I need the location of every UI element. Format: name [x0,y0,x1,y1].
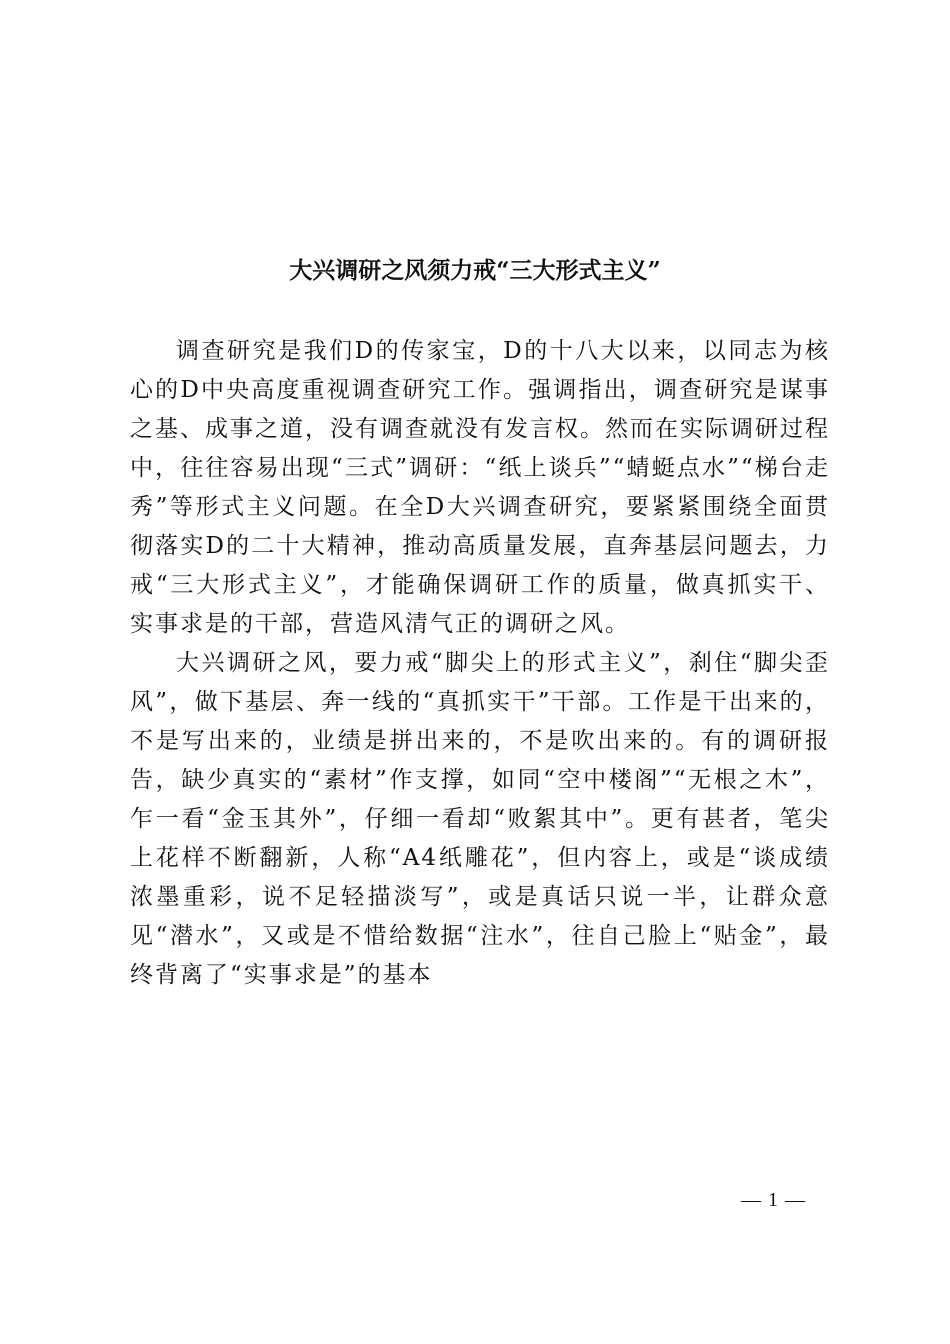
document-body [130,332,830,995]
paragraph-2: 大兴调研之风，要力戒“脚尖上的形式主义”，刹住“脚尖歪风”，做下基层、奔一线的“真抓实干”干部。工作是干出来的，不是写出来的，业绩是拼出来的，不是吹出来的。有的调研报告，缺少真实的“素材”作支撑，如同“空中楼阁”“无根之木”，乍一看“金玉其外”，仔细一看却“败絮其中”。更有甚者，笔尖上花样不断翻新，人称“A4纸雕花”，但内容上，或是“谈成绩浓墨重彩，说不足轻描淡写”，或是真话只说一半，让群众意见“潜水”，又或是不惜给数据“注水”，往自己脸上“贴金”，最终背离了“实事求是”的基本 [130,650,830,988]
document-title: 大兴调研之风须力戒“三大形式主义” [289,257,661,285]
paragraph-1: 调查研究是我们D的传家宝，D的十八大以来，以同志为核心的D中央高度重视调查研究工作。强调指出，调查研究是谋事之基、成事之道，没有调查就没有发言权。然而在实际调研过程中，往往容易出现“三式”调研：“纸上谈兵”“蜻蜓点水”“梯台走秀”等形式主义问题。在全D大兴调查研究，要紧紧围绕全面贯彻落实D的二十大精神，推动高质量发展，直奔基层问题去，力戒“三大形式主义”，才能确保调研工作的质量，做真抓实干、实事求是的干部，营造风清气正的调研之风。 [130,338,830,637]
page-number: — 1 — [741,1189,806,1211]
